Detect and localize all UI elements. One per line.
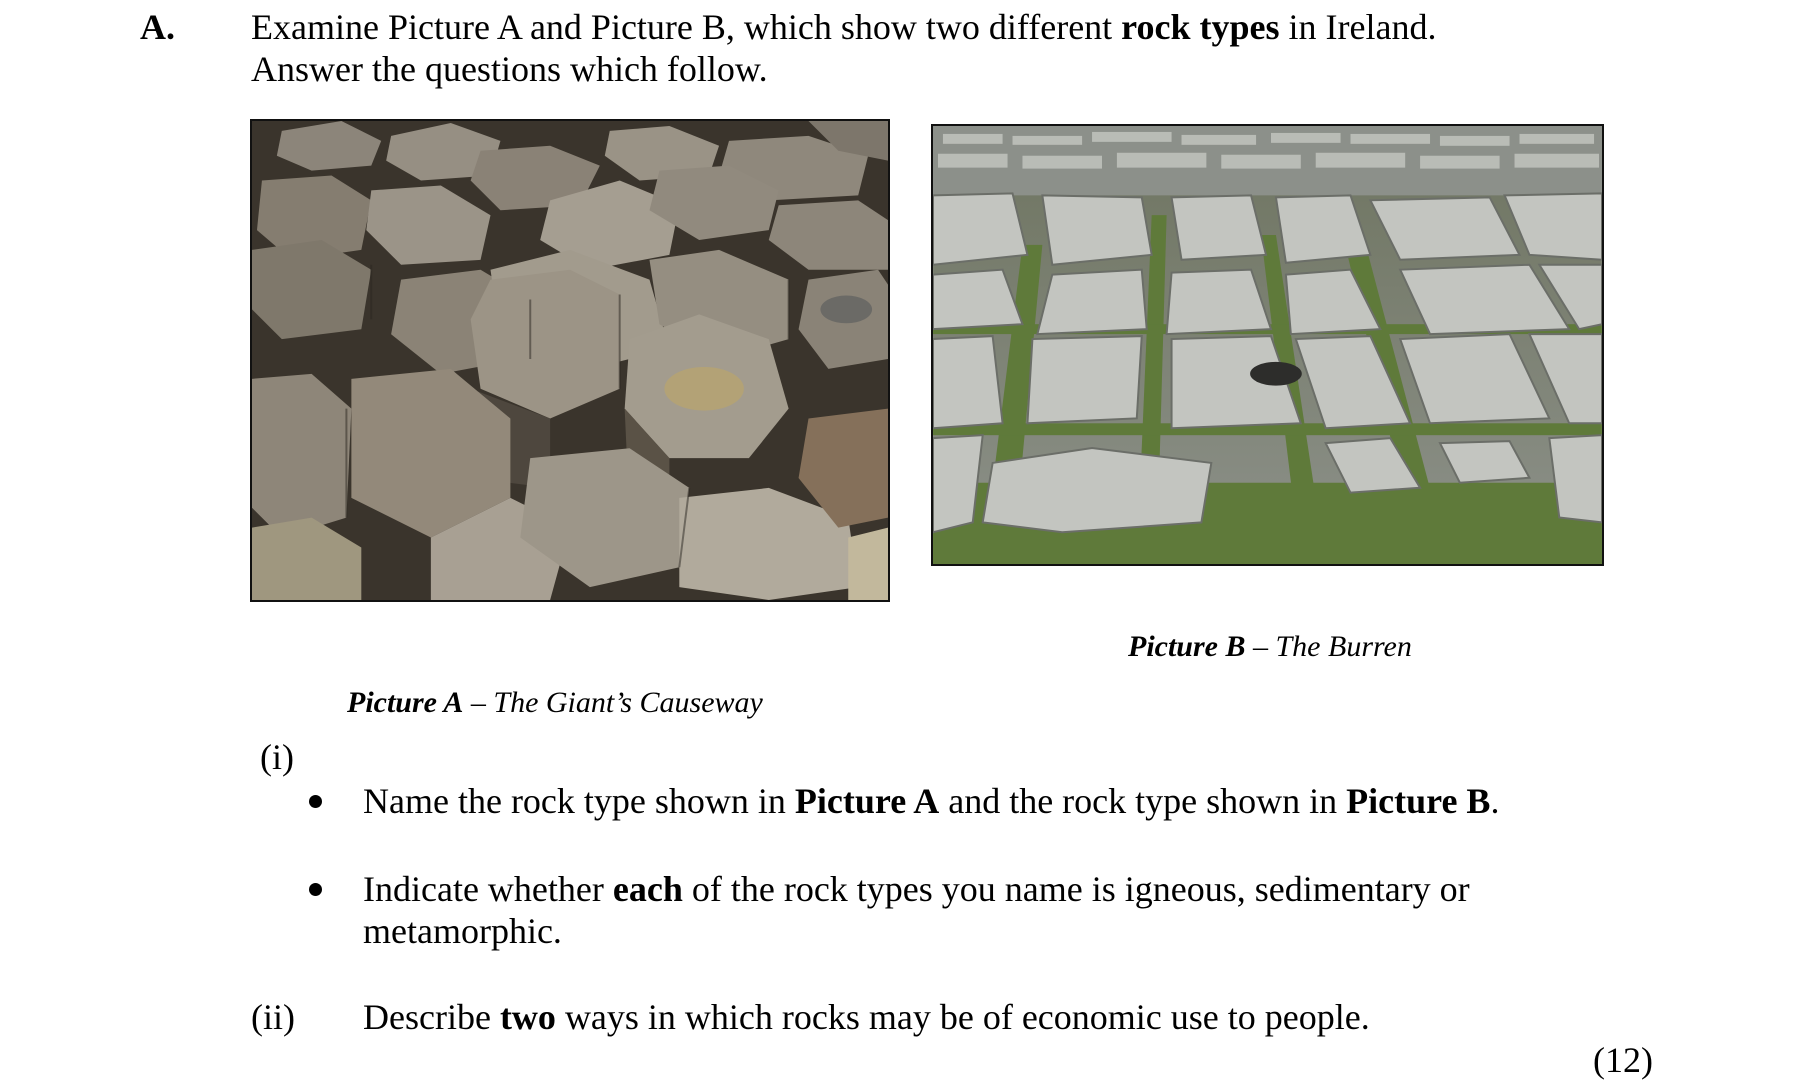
part-i-bullet-2-line2: metamorphic. <box>363 911 562 951</box>
part-ii-bold: two <box>499 997 556 1037</box>
bullet-1-text-1: Name the rock type shown in <box>363 781 795 821</box>
picture-a-caption-text: – The Giant’s Causeway <box>463 686 763 719</box>
bullet-2-text-2: of the rock types you name is igneous, sedimentary or <box>682 869 1470 909</box>
picture-b-caption <box>1128 629 1412 665</box>
picture-a-image <box>250 119 890 602</box>
question-intro-line2: Answer the questions which follow. <box>251 49 768 89</box>
burren-illustration <box>933 126 1602 564</box>
bullet-1-text-3: . <box>1490 781 1500 821</box>
bullet-point-2 <box>309 883 322 896</box>
part-ii-label: (ii) <box>251 997 295 1037</box>
bullet-1-bold-1: Picture A <box>794 781 940 821</box>
part-i-bullet-2 <box>363 868 1470 910</box>
picture-b-image <box>931 124 1604 566</box>
bullet-2-bold-1: each <box>612 869 683 909</box>
bullet-1-text-2: and the rock type shown in <box>939 781 1347 821</box>
picture-b-caption-text: – The Burren <box>1245 630 1412 663</box>
part-i-label: (i) <box>260 737 294 777</box>
intro-text-2: in Ireland. <box>1279 7 1437 47</box>
bullet-point-1 <box>309 795 322 808</box>
marks-allocation: (12) <box>1593 1040 1653 1080</box>
picture-a-caption-label: Picture A <box>347 686 464 719</box>
part-i-bullet-1 <box>363 780 1499 822</box>
part-ii-text <box>363 996 1370 1038</box>
bullet-1-bold-2: Picture B <box>1346 781 1491 821</box>
part-ii-text-2: ways in which rocks may be of economic use to people. <box>555 997 1370 1037</box>
bullet-2-text-1: Indicate whether <box>363 869 613 909</box>
intro-bold: rock types <box>1121 7 1280 47</box>
giants-causeway-illustration <box>252 121 888 600</box>
question-intro <box>251 6 1436 48</box>
part-ii-text-1: Describe <box>363 997 500 1037</box>
question-letter: A. <box>140 7 175 47</box>
intro-text-1: Examine Picture A and Picture B, which show two different <box>251 7 1122 47</box>
picture-a-caption <box>347 685 763 721</box>
picture-b-caption-label: Picture B <box>1128 630 1246 663</box>
